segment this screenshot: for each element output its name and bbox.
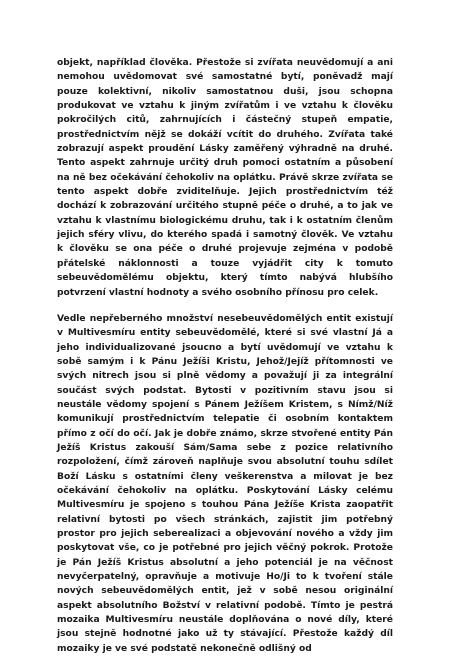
paragraph-1: objekt, například člověka. Přestože si zvířata neuvědomují a ani nemohou uvědomovat své samostatné bytí, poněvadž mají pouze kolektivní, nikoliv samostatnou duši, jsou schopna produkovat ve vztahu k jiným zvířatům i ve vztahu k člověku pokročilých citů, zahrnujících i částečný stupeň empatie, prostřednictvím nějž se dokáží vcítit do druhého. Zvířata také zobrazují aspekt proudění Lásky zaměřený výhradně na druhé. Tento aspekt zahrnuje určitý druh pomoci ostatním a působení na ně bez očekávání čehokoliv na oplátku. Právě skrze zvířata se tento aspekt dobře zviditelňuje. Jejich prostřednictvím též dochází k zobrazování určitého stupně péče o druhé, a to jak ve vztahu k vlastnímu biologickému druhu, tak i k ostatním členům jejich sféry vlivu, do kterého spadá i samotný člověk. Ve vztahu k člověku se ona péče o druhé projevuje zejména v podobě přátelské náklonnosti a touze vyjádřit city k tomuto sebeuvědomělému objektu, který tímto nabývá hlubšího potvrzení vlastní hodnoty a svého osobního přínosu pro celek. xyxy=(57,58,393,298)
paragraph-2: Vedle nepřeberného množství nesebeuvědomělých entit existují v Multivesmíru entity sebeuvědomělé, které si své vlastní Já a jeho individualizované jsoucno a bytí uvědomují ve vztahu k sobě samým i k Pánu Ježíši Kristu, Jehož/Jejíž přítomnosti ve svých nitrech jsou si plně vědomy a považují ji za integrální součást svých podstat. Bytosti v pozitivním stavu jsou si neustále vědomy spojení s Pánem Ježíšem Kristem, s Nímž/Níž komunikují prostřednictvím telepatie či osobním kontaktem přímo z očí do očí. Jak je dobře známo, skrze stvořené entity Pán Ježíš Kristus zakouší Sám/Sama sebe z pozice relativního rozpoložení, čímž zároveň naplňuje svou absolutní touhu sdílet Boží Lásku s ostatními členy veškerenstva a milovat je bez očekávání čehokoliv na oplátku. Poskytování Lásky celému Multivesmíru je spojeno s touhou Pána Ježíše Krista zaopatřit relativní bytosti po všech stránkách, zajistit jim potřebný prostor pro jejich seberealizaci a objevování nového a vždy jim poskytovat vše, co je potřebné pro jejich věčný pokrok. Protože je Pán Ježíš Kristus absolutní a jeho potenciál je na věčnost nevyčerpatelný, opravňuje a motivuje Ho/Ji to k tvoření stále nových sebeuvědomělých entit, jež v sobě nesou originální aspekt absolutního Božství v relativní podobě. Tímto je pestrá mozaika Multivesmíru neustále doplňována o nové díly, které jsou stejně hodnotné jako už ty stávající. Přestože každý díl mozaiky je ve své podstatě nekonečně odlišný od xyxy=(57,313,393,654)
page-body-text xyxy=(57,56,393,656)
